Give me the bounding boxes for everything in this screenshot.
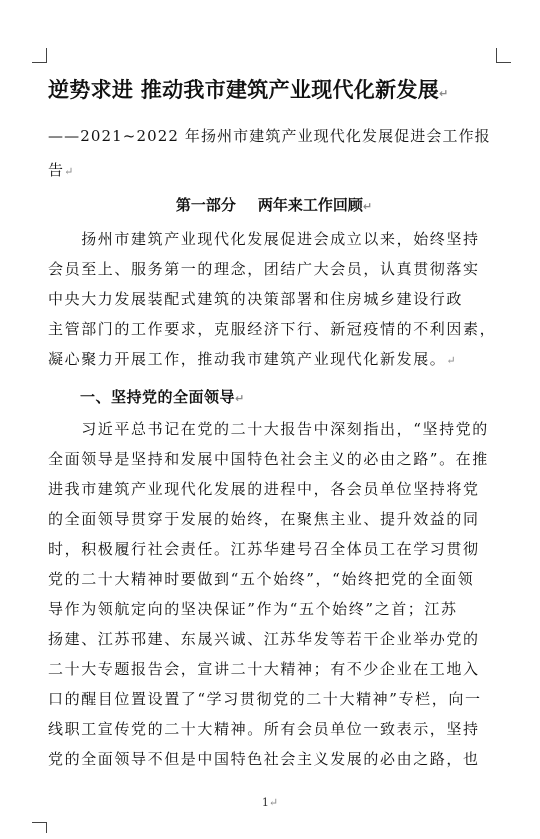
paragraph-mark-icon: ↵ (362, 200, 373, 213)
paragraph-mark-icon: ↵ (235, 392, 245, 405)
paragraph-line: 进我市建筑产业现代化发展的进程中，各会员单位坚持将党 (48, 480, 480, 498)
paragraph-line: 党的二十大精神时要做到“五个始终”，“始终把党的全面领 (48, 570, 475, 588)
paragraph-line: 的全面领导贯穿于发展的始终，在聚焦主业、提升效益的同 (48, 510, 480, 528)
paragraph-line: 扬建、江苏邗建、东晟兴诚、江苏华发等若干企业举办党的 (48, 630, 480, 648)
paragraph-mark-icon: ↵ (268, 796, 279, 809)
page-number (0, 796, 540, 809)
section-heading (48, 194, 500, 215)
paragraph-line: 导作为领航定向的坚决保证”作为“五个始终”之首；江苏 (48, 600, 458, 618)
paragraph-line-text: 凝心聚力开展工作，推动我市建筑产业现代化新发展。 (48, 350, 447, 368)
document-title-text: 逆势求进 推动我市建筑产业现代化新发展 (48, 78, 440, 102)
body-paragraph (48, 414, 500, 774)
paragraph-mark-icon: ↵ (446, 354, 456, 367)
paragraph-line: 扬州市建筑产业现代化发展促进会成立以来，始终坚持 (48, 230, 480, 248)
subtitle-line: ——2021~2022 年扬州市建筑产业现代化发展促进会工作报 (48, 127, 491, 145)
paragraph-line: 习近平总书记在党的二十大报告中深刻指出，“坚持党的 (48, 420, 489, 438)
crop-mark-bottom-left (32, 822, 47, 833)
paragraph-line (48, 344, 500, 374)
paragraph-line: 线职工宣传党的二十大精神。所有会员单位一致表示，坚持 (48, 720, 480, 738)
document-title (48, 74, 508, 104)
subsection-heading (80, 386, 500, 407)
section-heading-part: 第一部分 (175, 196, 236, 214)
paragraph-line: 二十大专题报告会，宣讲二十大精神；有不少企业在工地入 (48, 660, 480, 678)
paragraph-mark-icon: ↵ (64, 165, 74, 178)
document-subtitle (48, 119, 500, 189)
paragraph-line: 全面领导是坚持和发展中国特色社会主义的必由之路”。在推 (48, 450, 489, 468)
paragraph-line: 口的醒目位置设置了“学习贯彻党的二十大精神”专栏，向一 (48, 690, 482, 708)
crop-mark-top-left (32, 48, 47, 63)
paragraph-line: 中央大力发展装配式建筑的决策部署和住房城乡建设行政 (48, 290, 464, 308)
paragraph-line: 党的全面领导不但是中国特色社会主义发展的必由之路，也 (48, 750, 480, 768)
paragraph-line: 时，积极履行社会责任。江苏华建号召全体员工在学习贯彻 (48, 540, 480, 558)
section-heading-name: 两年来工作回顾 (257, 196, 363, 214)
page-number-text: 1 (261, 796, 269, 809)
intro-paragraph (48, 224, 500, 374)
subsection-heading-text: 一、坚持党的全面领导 (80, 388, 236, 406)
subtitle-line (48, 153, 500, 189)
paragraph-mark-icon: ↵ (439, 87, 449, 100)
crop-mark-top-right (496, 48, 511, 63)
paragraph-line: 会员至上、服务第一的理念，团结广大会员，认真贯彻落实 (48, 260, 480, 278)
subtitle-line-text: 告 (48, 161, 65, 179)
paragraph-line: 主管部门的工作要求，克服经济下行、新冠疫情的不利因素， (48, 320, 497, 338)
